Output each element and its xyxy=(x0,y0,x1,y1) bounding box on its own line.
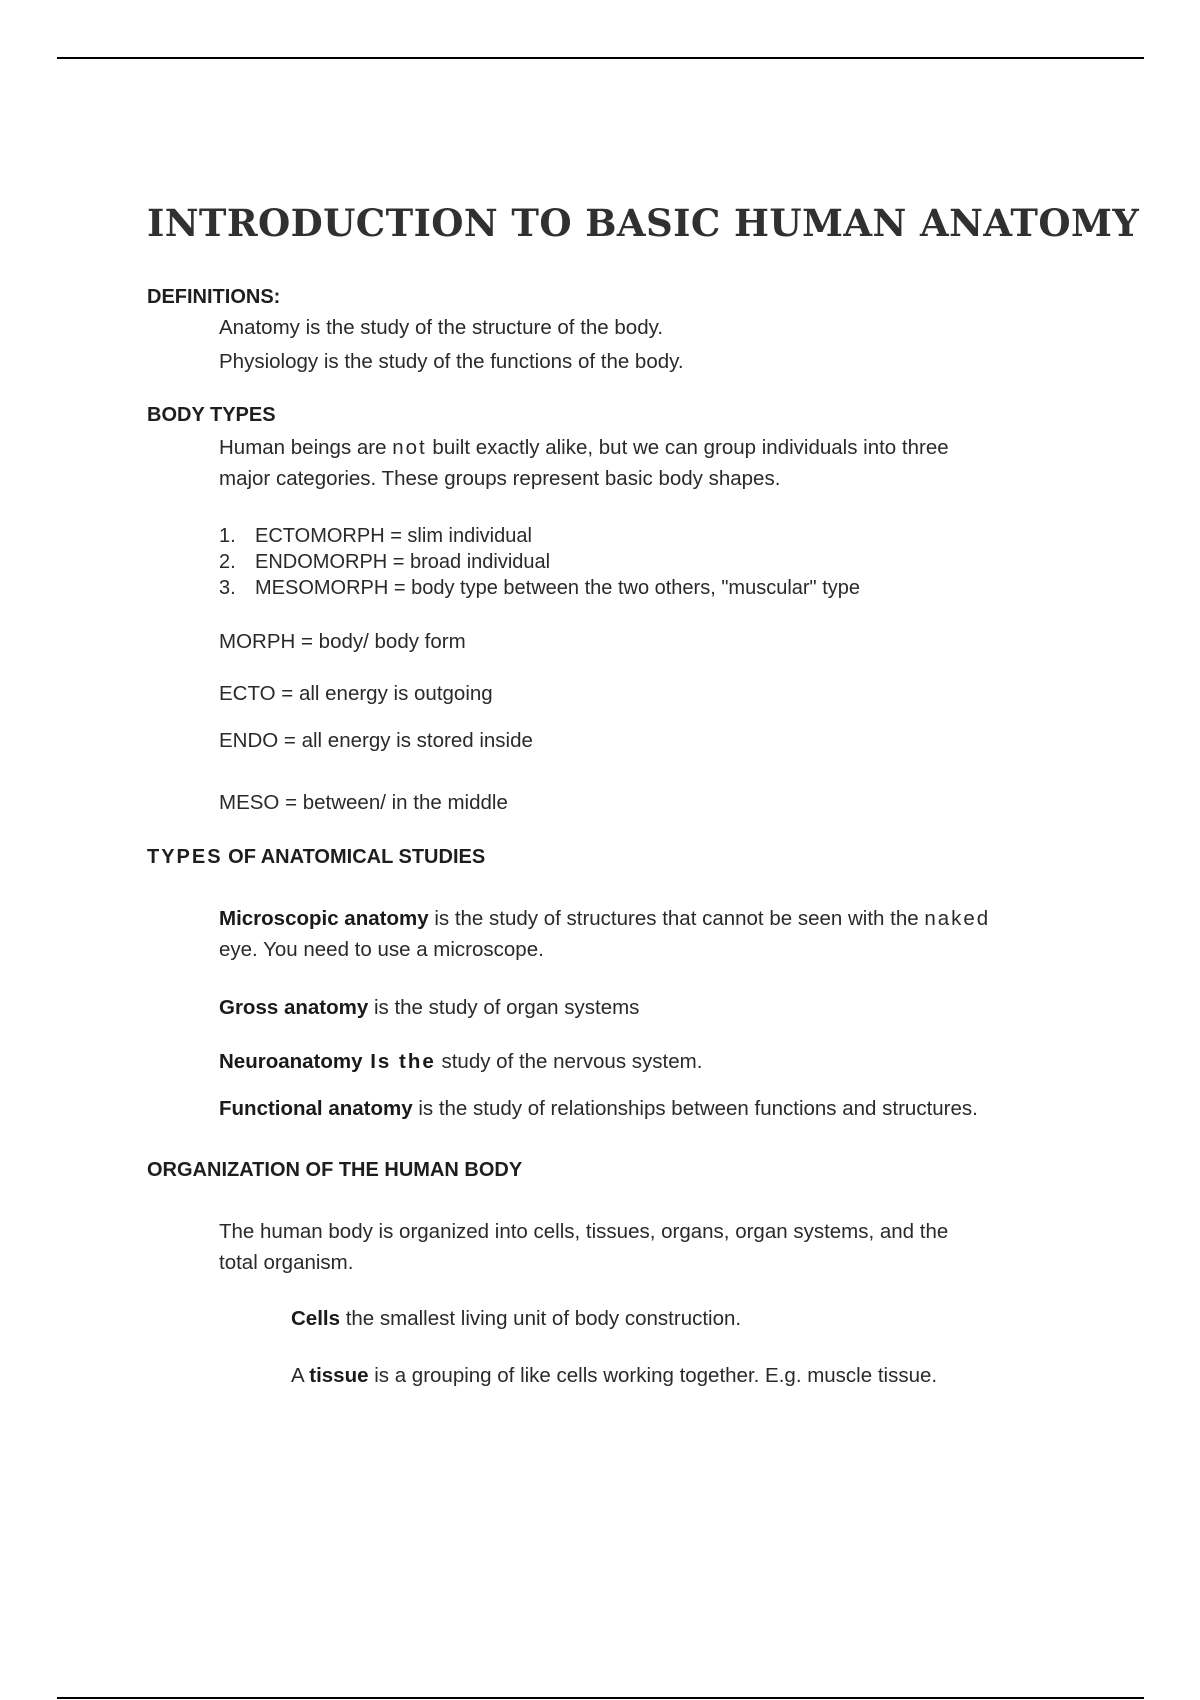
microscopic-naked: naked xyxy=(924,907,991,930)
microscopic-term: Microscopic anatomy xyxy=(219,907,429,930)
body-types-intro-line1 xyxy=(219,438,949,459)
heading-rest: OF ANATOMICAL STUDIES xyxy=(222,846,486,868)
gross-term: Gross anatomy xyxy=(219,996,369,1019)
list-text: ECTOMORPH = slim individual xyxy=(255,525,532,547)
cells-definition xyxy=(291,1309,741,1330)
microscopic-text: is the study of structures that cannot be seen with the xyxy=(428,907,925,930)
neuro-text: study of the nervous system. xyxy=(435,1050,703,1073)
heading-types: TYPES xyxy=(147,846,223,868)
definition-physiology: Physiology is the study of the functions of the body. xyxy=(219,350,684,373)
page-title: INTRODUCTION TO BASIC HUMAN ANATOMY xyxy=(147,201,1140,245)
list-item xyxy=(219,578,860,598)
microscopic-anatomy-line2: eye. You need to use a microscope. xyxy=(219,938,544,961)
top-rule xyxy=(57,57,1144,59)
list-text: MESOMORPH = body type between the two others, "muscular" type xyxy=(255,577,861,599)
anatomical-studies-heading xyxy=(147,847,485,867)
intro-text-a: Human beings are xyxy=(219,436,393,459)
organization-intro-line2: total organism. xyxy=(219,1251,354,1274)
tissue-term: tissue xyxy=(309,1364,369,1387)
neuro-is-the: Is the xyxy=(362,1050,436,1073)
functional-anatomy xyxy=(219,1099,978,1120)
intro-text-b: built exactly alike, but we can group individuals into three xyxy=(426,436,949,459)
list-number: 1. xyxy=(219,525,236,547)
gross-anatomy xyxy=(219,998,639,1019)
organization-intro-line1: The human body is organized into cells, tissues, organs, organ systems, and the xyxy=(219,1220,949,1243)
term-ecto: ECTO = all energy is outgoing xyxy=(219,682,493,705)
list-item xyxy=(219,526,532,546)
tissue-definition xyxy=(291,1366,937,1387)
microscopic-anatomy-line1 xyxy=(219,909,990,930)
list-number: 2. xyxy=(219,551,236,573)
definitions-heading: DEFINITIONS: xyxy=(147,286,281,308)
body-types-heading: BODY TYPES xyxy=(147,404,276,426)
body-types-intro-line2: major categories. These groups represent basic body shapes. xyxy=(219,467,781,490)
functional-text: is the study of relationships between functions and structures. xyxy=(412,1097,978,1120)
bottom-rule xyxy=(57,1697,1144,1699)
neuro-term: Neuroanatomy xyxy=(219,1050,363,1073)
list-text: ENDOMORPH = broad individual xyxy=(255,551,551,573)
gross-text: is the study of organ systems xyxy=(368,996,640,1019)
cells-text: the smallest living unit of body construction. xyxy=(340,1307,742,1330)
tissue-text: is a grouping of like cells working together. E.g. muscle tissue. xyxy=(368,1364,938,1387)
definition-anatomy: Anatomy is the study of the structure of the body. xyxy=(219,316,664,339)
intro-not: not xyxy=(392,436,427,459)
term-endo: ENDO = all energy is stored inside xyxy=(219,729,533,752)
term-morph: MORPH = body/ body form xyxy=(219,630,466,653)
neuroanatomy xyxy=(219,1052,702,1073)
list-item xyxy=(219,552,550,572)
tissue-pre: A xyxy=(291,1364,310,1387)
organization-heading: ORGANIZATION OF THE HUMAN BODY xyxy=(147,1159,523,1181)
cells-term: Cells xyxy=(291,1307,340,1330)
functional-term: Functional anatomy xyxy=(219,1097,413,1120)
term-meso: MESO = between/ in the middle xyxy=(219,791,508,814)
list-number: 3. xyxy=(219,577,236,599)
